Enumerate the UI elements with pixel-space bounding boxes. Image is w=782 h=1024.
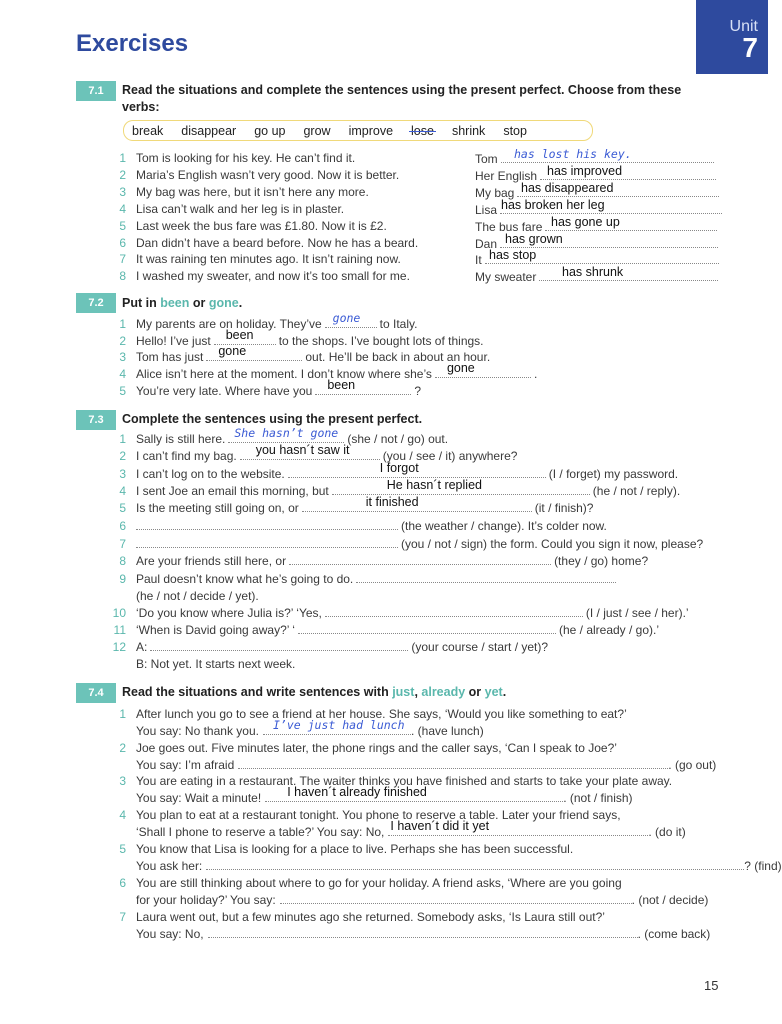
item-number: 6 xyxy=(119,876,126,890)
answer-slot xyxy=(208,926,638,942)
response-prompt: for your holiday?’ You say: xyxy=(136,893,276,907)
verb-crossed-out: lose xyxy=(411,123,434,138)
sentence-row xyxy=(112,150,355,166)
verb: shrink xyxy=(451,123,486,138)
filled-answer: it finished xyxy=(365,495,419,509)
filled-answer: has grown xyxy=(505,232,563,246)
response-prompt: ‘Shall I phone to reserve a table?’ You say: No, xyxy=(136,825,385,839)
item-number: 4 xyxy=(119,367,126,381)
item-number: 3 xyxy=(119,467,126,481)
response-prompt: You say: No thank you. xyxy=(136,724,259,738)
response-row xyxy=(136,785,633,806)
sentence-row xyxy=(112,235,418,251)
item-number: 7 xyxy=(119,252,126,266)
situation-text: You plan to eat at a restaurant tonight. You phone to reserve a table. Later your friend says, xyxy=(136,808,621,822)
filled-answer: you hasn´t saw it xyxy=(255,443,350,457)
sentence-start: Are your friends still here, or xyxy=(136,554,287,568)
answer-slot xyxy=(325,311,377,332)
item-number: 4 xyxy=(119,808,126,822)
item-number: 1 xyxy=(119,707,126,721)
answer-lead: My bag xyxy=(475,186,515,200)
sentence-end: (he / already / go).’ xyxy=(558,623,660,637)
situation-row xyxy=(112,841,573,857)
answer-line[interactable] xyxy=(356,571,616,583)
filled-answer: I’ve just had lunch xyxy=(272,718,405,732)
sentence-row xyxy=(112,536,703,552)
sentence-row xyxy=(112,495,594,516)
situation-text: Joe goes out. Five minutes later, the phone rings and the caller says, ‘Can I speak to Joe?’ xyxy=(136,741,617,755)
item-number: 11 xyxy=(113,623,126,637)
verb: disappear xyxy=(181,123,237,138)
answer-slot xyxy=(136,518,398,534)
answer-slot xyxy=(325,605,583,621)
sentence-row xyxy=(112,201,344,217)
situation-text: Lisa can’t walk and her leg is in plaster. xyxy=(136,202,345,216)
item-number: 4 xyxy=(119,484,126,498)
situation-text: Last week the bus fare was £1.80. Now it is £2. xyxy=(136,219,387,233)
sentence-end: (they / go) home? xyxy=(554,554,649,568)
sentence-start: Hello! I’ve just xyxy=(136,334,211,348)
situation-row xyxy=(112,875,622,891)
item-number: 7 xyxy=(119,910,126,924)
response-prompt: You say: I’m afraid xyxy=(136,758,235,772)
sentence-row xyxy=(112,251,401,267)
filled-answer: has improved xyxy=(547,164,623,178)
item-number: 2 xyxy=(119,741,126,755)
item-number: 1 xyxy=(119,151,126,165)
sentence-end: (she / not / go) out. xyxy=(347,432,449,446)
situation-text: I washed my sweater, and now it’s too small for me. xyxy=(136,269,410,283)
item-number: 6 xyxy=(119,236,126,250)
answer-slot xyxy=(289,553,551,569)
response-row xyxy=(136,718,484,739)
item-number: 5 xyxy=(119,384,126,398)
page-number: 15 xyxy=(704,978,719,993)
item-number: 7 xyxy=(119,537,126,551)
response-hint: . (do it) xyxy=(648,825,686,839)
sentence-start: ‘Do you know where Julia is?’ ‘Yes, xyxy=(136,606,322,620)
sentence-end: to Italy. xyxy=(379,317,418,331)
answer-slot xyxy=(206,344,302,365)
answer-lead: Dan xyxy=(475,237,498,251)
item-number: 5 xyxy=(119,501,126,515)
item-number: 9 xyxy=(119,572,126,586)
situation-text: You are eating in a restaurant. The waiter thinks you have finished and starts to take your plate away. xyxy=(136,774,673,788)
answer-line[interactable] xyxy=(136,518,398,530)
answer-slot xyxy=(136,536,398,552)
item-number: 10 xyxy=(112,606,126,620)
filled-answer: has shrunk xyxy=(562,265,624,279)
situation-text: Laura went out, but a few minutes ago she returned. Somebody asks, ‘Is Laura still out?’ xyxy=(136,910,605,924)
verb-box xyxy=(123,120,593,141)
filled-answer: has disappeared xyxy=(521,181,614,195)
item-number: 1 xyxy=(119,432,126,446)
answer-slot xyxy=(298,622,556,638)
sentence-end: (he / not / reply). xyxy=(592,484,681,498)
sentence-row-continued: (he / not / decide / yet). xyxy=(136,589,259,603)
sentence-row xyxy=(112,167,399,183)
sentence-start: I can’t log on to the website. xyxy=(136,467,285,481)
answer-lead: Her English xyxy=(475,169,538,183)
answer-slot xyxy=(435,361,531,382)
sentence-end: (it / finish)? xyxy=(534,501,594,515)
sentence-row xyxy=(112,311,418,332)
item-number: 5 xyxy=(119,219,126,233)
sentence-start: Alice isn’t here at the moment. I don’t know where she’s xyxy=(136,367,432,381)
response-hint: ? (find) xyxy=(744,859,782,873)
answer-lead: Tom xyxy=(475,152,498,166)
filled-answer: I forgot xyxy=(379,461,419,475)
response-prompt: You say: No, xyxy=(136,927,204,941)
sentence-end: out. He’ll be back in about an hour. xyxy=(305,350,491,364)
filled-answer: been xyxy=(327,378,356,392)
situation-text: Tom is looking for his key. He can’t find it. xyxy=(136,151,356,165)
unit-number: 7 xyxy=(742,32,758,63)
answer-line[interactable] xyxy=(150,639,408,651)
response-hint: . (not / decide) xyxy=(631,893,709,907)
answer-line[interactable] xyxy=(298,622,556,634)
situation-text: You know that Lisa is looking for a place to live. Perhaps she has been successful. xyxy=(136,842,574,856)
item-number: 5 xyxy=(119,842,126,856)
sentence-end: (I / just / see / her).’ xyxy=(585,606,689,620)
sentence-row xyxy=(112,218,387,234)
sentence-end: to the shops. I’ve bought lots of things. xyxy=(278,334,484,348)
sentence-row xyxy=(112,378,422,399)
answer-lead: My sweater xyxy=(475,270,537,284)
sentence-row xyxy=(112,328,484,349)
exercise-7-4-instruction: Read the situations and write sentences with just, already or yet. xyxy=(122,685,507,699)
filled-answer: I haven´t did it yet xyxy=(390,819,490,833)
situation-text: Dan didn’t have a beard before. Now he has a beard. xyxy=(136,236,419,250)
verb: go up xyxy=(254,123,286,138)
situation-row xyxy=(112,807,621,823)
answer-slot xyxy=(280,892,632,908)
filled-answer: He hasn´t replied xyxy=(386,478,482,492)
sentence-start: Is the meeting still going on, or xyxy=(136,501,299,515)
unit-tab xyxy=(696,0,768,74)
sentence-end: (the weather / change). It’s colder now. xyxy=(401,519,607,533)
item-number: 8 xyxy=(119,269,126,283)
response-row xyxy=(136,757,716,773)
response-row xyxy=(136,892,708,908)
sentence-end: (you / not / sign) the form. Could you sign it now, please? xyxy=(401,537,704,551)
exercise-7-3-instruction: Complete the sentences using the present perfect. xyxy=(122,412,423,426)
sentence-row xyxy=(112,622,659,638)
item-number: 6 xyxy=(119,519,126,533)
filled-answer: gone xyxy=(332,311,361,325)
exercise-badge-7-1: 7.1 xyxy=(76,81,116,101)
answer-slot xyxy=(302,495,532,516)
response-prompt: You ask her: xyxy=(136,859,203,873)
answer-lead: The bus fare xyxy=(475,220,543,234)
filled-answer: has lost his key. xyxy=(514,147,632,161)
sentence-start: Sally is still here. xyxy=(136,432,226,446)
sentence-row xyxy=(112,639,548,655)
answer-lead: It xyxy=(475,253,482,267)
verb: grow xyxy=(303,123,331,138)
response-hint: . (not / finish) xyxy=(563,791,633,805)
answer-line[interactable] xyxy=(238,757,668,769)
response-row xyxy=(136,819,686,840)
sentence-row xyxy=(112,184,369,200)
sentence-start: I can’t find my bag. xyxy=(136,449,237,463)
verb: break xyxy=(132,123,164,138)
response-row xyxy=(136,858,782,874)
exercise-7-1-instruction: Read the situations and complete the sentences using the present perfect. Choose from these verbs: xyxy=(122,83,682,114)
item-number: 3 xyxy=(119,350,126,364)
item-number: 3 xyxy=(119,185,126,199)
answer-slot xyxy=(150,639,408,655)
verb: improve xyxy=(348,123,394,138)
sentence-row xyxy=(112,443,518,464)
verb: stop xyxy=(503,123,527,138)
response-hint: . (have lunch) xyxy=(410,724,484,738)
sentence-end: (you / see / it) anywhere? xyxy=(382,449,518,463)
item-number: 8 xyxy=(119,554,126,568)
sentence-row xyxy=(112,605,689,621)
sentence-start: I sent Joe an email this morning, but xyxy=(136,484,329,498)
answer-line[interactable] xyxy=(289,553,551,565)
sentence-start: Tom has just xyxy=(136,350,204,364)
filled-answer: gone xyxy=(446,361,475,375)
answer-line[interactable] xyxy=(136,536,398,548)
sentence-end: . xyxy=(533,367,538,381)
answer-lead: Lisa xyxy=(475,203,498,217)
sentence-end: (your course / start / yet)? xyxy=(411,640,549,654)
answer-slot xyxy=(206,858,744,874)
item-number: 2 xyxy=(119,449,126,463)
answer-slot xyxy=(356,571,616,587)
item-number: 4 xyxy=(119,202,126,216)
exercise-badge-7-4: 7.4 xyxy=(76,683,116,703)
filled-answer: has broken her leg xyxy=(501,198,605,212)
exercise-badge-7-2: 7.2 xyxy=(76,293,116,313)
sentence-row xyxy=(112,344,491,365)
answer-line[interactable] xyxy=(280,892,632,904)
situation-text: It was raining ten minutes ago. It isn’t raining now. xyxy=(136,252,401,266)
response-prompt: You say: Wait a minute! xyxy=(136,791,262,805)
sentence-start: A: xyxy=(136,640,148,654)
item-number: 12 xyxy=(112,640,126,654)
item-number: 2 xyxy=(119,334,126,348)
sentence-start: My parents are on holiday. They’ve xyxy=(136,317,322,331)
item-number: 3 xyxy=(119,774,126,788)
sentence-start: Paul doesn’t know what he’s going to do. xyxy=(136,572,354,586)
sentence-row xyxy=(112,361,538,382)
situation-text: My bag was here, but it isn’t here any more. xyxy=(136,185,369,199)
answer-slot xyxy=(240,443,380,464)
filled-answer: She hasn’t gone xyxy=(234,426,339,440)
page-title: Exercises xyxy=(76,30,189,57)
exercise-7-2-instruction: Put in been or gone. xyxy=(122,296,243,310)
answer-slot xyxy=(388,819,648,840)
item-number: 2 xyxy=(119,168,126,182)
sentence-row xyxy=(112,518,607,534)
situation-text: After lunch you go to see a friend at her house. She says, ‘Would you like something to eat?’ xyxy=(136,707,627,721)
item-number: 1 xyxy=(119,317,126,331)
answer-line[interactable] xyxy=(206,858,744,870)
answer-slot xyxy=(315,378,411,399)
sentence-row xyxy=(112,571,619,587)
filled-answer: I haven´t already finished xyxy=(287,785,427,799)
sentence-start: ‘When is David going away?’ ‘ xyxy=(136,623,295,637)
filled-answer: gone xyxy=(218,344,247,358)
response-hint: . (come back) xyxy=(637,927,711,941)
situation-text: You are still thinking about where to go for your holiday. A friend asks, ‘Where are you going xyxy=(136,876,622,890)
filled-answer: has stop xyxy=(489,248,537,262)
situation-text: Maria’s English wasn’t very good. Now it is better. xyxy=(136,168,400,182)
filled-answer: been xyxy=(225,328,254,342)
answer-slot xyxy=(263,718,411,739)
filled-answer: has gone up xyxy=(551,215,620,229)
sentence-end: ? xyxy=(414,384,422,398)
sentence-row xyxy=(112,268,410,284)
response-hint: . (go out) xyxy=(668,758,717,772)
sentence-start: You’re very late. Where have you xyxy=(136,384,313,398)
answer-line[interactable] xyxy=(208,926,638,938)
answer-slot xyxy=(238,757,668,773)
situation-row xyxy=(112,740,617,756)
response-row xyxy=(136,926,710,942)
answer-line[interactable] xyxy=(325,605,583,617)
sentence-row-response: B: Not yet. It starts next week. xyxy=(136,657,296,671)
sentence-end: (I / forget) my password. xyxy=(548,467,679,481)
answer-slot xyxy=(265,785,563,806)
exercise-badge-7-3: 7.3 xyxy=(76,410,116,430)
situation-row xyxy=(112,909,605,925)
sentence-row xyxy=(112,553,648,569)
unit-label: Unit xyxy=(729,18,758,35)
